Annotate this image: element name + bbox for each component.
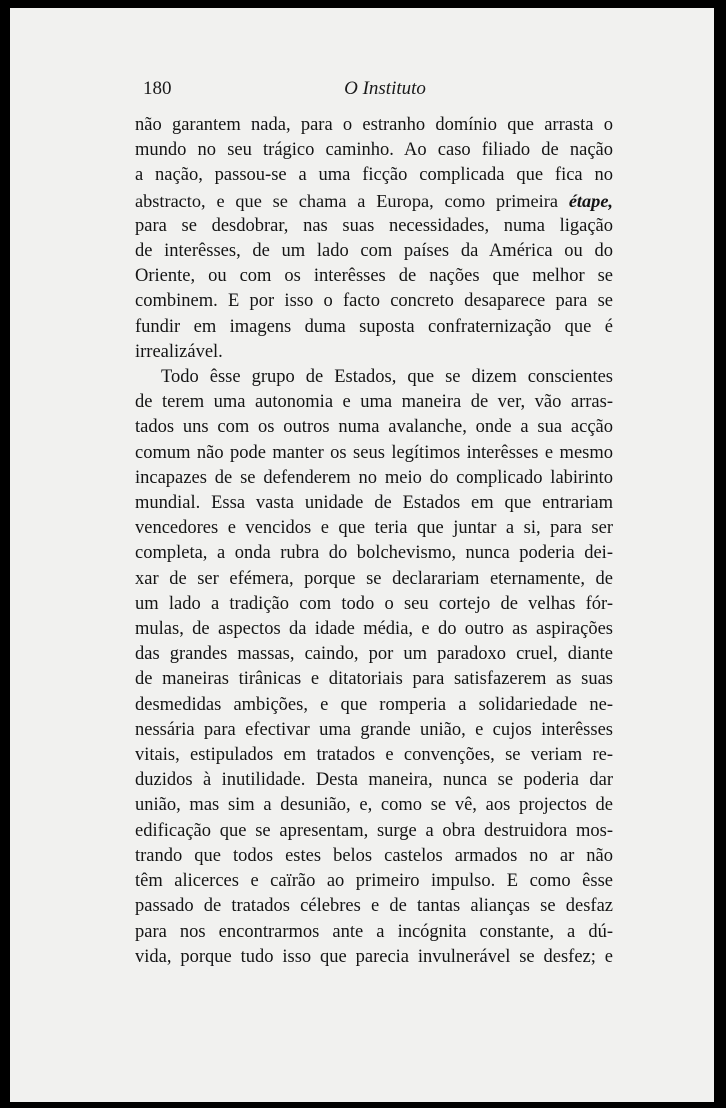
- text-line: desmedidas ambições, e que romperia a solidariedade ne-: [135, 694, 613, 715]
- text-line: trando que todos estes belos castelos armados no ar não: [135, 845, 613, 866]
- italic-word: étape,: [568, 190, 614, 211]
- text-line: vencedores e vencidos e que teria que juntar a si, para ser: [135, 518, 613, 539]
- text-line: combinem. E por isso o facto concreto desaparece para se: [135, 291, 613, 312]
- text-line: das grandes massas, caindo, por um paradoxo cruel, diante: [135, 644, 613, 665]
- text-line: Todo êsse grupo de Estados, que se dizem conscientes: [161, 367, 613, 388]
- text-line: comum não pode manter os seus legítimos interêsses e mesmo: [135, 442, 613, 463]
- running-title: O Instituto: [344, 78, 426, 99]
- text-line: passado de tratados célebres e de tantas alianças se desfaz: [135, 896, 613, 917]
- text-line: Oriente, ou com os interêsses de nações que melhor se: [135, 266, 613, 287]
- text-segment: abstracto, e que se chama a Europa, como primeira: [135, 190, 558, 211]
- text-line: incapazes de se defenderem no meio do complicado labirinto: [135, 467, 613, 488]
- text-line: tados uns com os outros numa avalanche, onde a sua acção: [135, 417, 613, 438]
- text-line: mulas, de aspectos da idade média, e do outro as aspirações: [135, 619, 613, 640]
- text-line: fundir em imagens duma suposta confraternização que é: [135, 316, 613, 337]
- text-line: vitais, estipulados em tratados e convenções, se veriam re-: [135, 745, 613, 766]
- text-line: a nação, passou-se a uma ficção complicada que fica no: [135, 165, 613, 186]
- text-line: têm alicerces e caïrão ao primeiro impulso. E como êsse: [135, 871, 613, 892]
- text-line: mundo no seu trágico caminho. Ao caso filiado de nação: [135, 140, 613, 161]
- text-line: de maneiras tirânicas e ditatoriais para satisfazerem as suas: [135, 669, 613, 690]
- text-line: mundial. Essa vasta unidade de Estados em que entrariam: [135, 493, 613, 514]
- text-line: irrealizável.: [135, 341, 223, 362]
- text-line: união, mas sim a desunião, e, como se vê, aos projectos de: [135, 795, 613, 816]
- paragraph-2: [135, 365, 613, 970]
- paragraph-1: [135, 113, 613, 365]
- text-line: para nos encontrarmos ante a incógnita constante, a dú-: [135, 921, 613, 942]
- page-header: [143, 78, 627, 108]
- text-line: de interêsses, de um lado com países da América ou do: [135, 241, 613, 262]
- text-line: completa, a onda rubra do bolchevismo, nunca poderia dei-: [135, 543, 613, 564]
- text-line: xar de ser efémera, porque se declarariam eternamente, de: [135, 568, 613, 589]
- text-line: para se desdobrar, nas suas necessidades, numa ligação: [135, 215, 613, 236]
- body-text: [135, 113, 613, 970]
- text-line: de terem uma autonomia e uma maneira de ver, vão arras-: [135, 392, 613, 413]
- text-line: vida, porque tudo isso que parecia invulnerável se desfez; e: [135, 946, 613, 967]
- text-line: um lado a tradição com todo o seu cortejo de velhas fór-: [135, 593, 613, 614]
- text-line: edificação que se apresentam, surge a obra destruidora mos-: [135, 820, 613, 841]
- text-line: nessária para efectivar uma grande união, e cujos interêsses: [135, 719, 613, 740]
- text-line: duzidos à inutilidade. Desta maneira, nunca se poderia dar: [135, 770, 613, 791]
- text-line: não garantem nada, para o estranho domínio que arrasta o: [135, 115, 613, 135]
- page-number: 180: [143, 78, 172, 99]
- text-line-with-italic: [135, 189, 613, 214]
